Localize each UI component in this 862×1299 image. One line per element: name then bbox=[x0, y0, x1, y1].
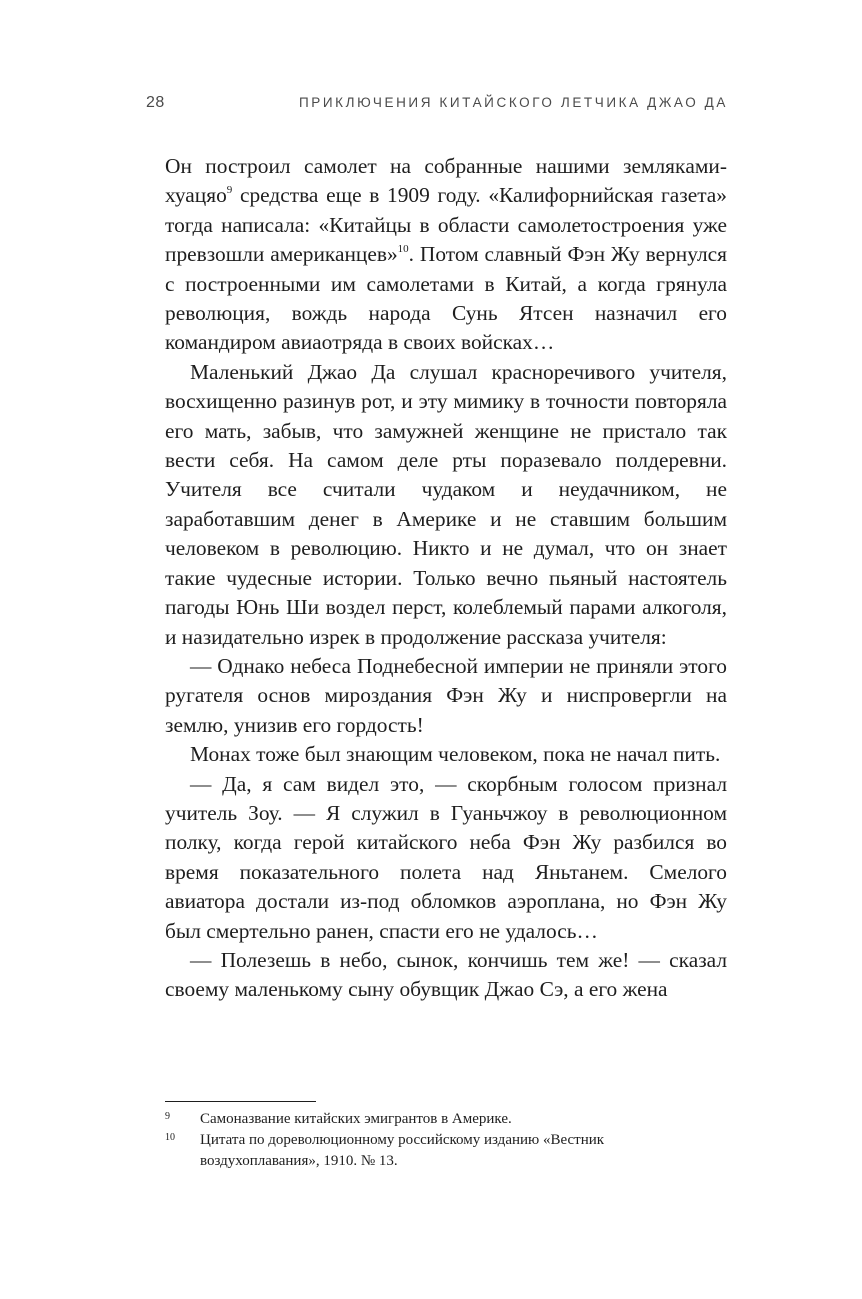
footnote bbox=[165, 1130, 727, 1172]
text-run: Он построил самолет на собранные нашими землякaми-хуацяо bbox=[165, 154, 727, 208]
dialogue-paragraph: — Да, я сам видел это, — скорбным голосом признал учитель Зоу. — Я служил в Гуаньчжоу в революционном полку, когда герой китайского неба Фэн Жу разбился во время показательного полета над Яньтанем. Смелого авиатора достали из-под обломков аэроплана, но Фэн Жу был смертельно ранен, спасти его не удалось… bbox=[165, 771, 727, 943]
footnotes bbox=[165, 1109, 727, 1172]
paragraph: Монах тоже был знающим человеком, пока не начал пить. bbox=[190, 742, 721, 767]
footnote-mark: 10 bbox=[165, 1132, 175, 1143]
footnote-text: Цитата по дореволюционному российскому изданию «Вестник воздухоплавания», 1910. № 13. bbox=[200, 1132, 605, 1169]
main-text bbox=[165, 152, 727, 1005]
footnote-ref-9: 9 bbox=[226, 184, 233, 197]
dialogue-paragraph: — Однако небеса Поднебесной империи не приняли этого ругателя основ мироздания Фэн Жу и ниспровергли на землю, унизив его гордость! bbox=[165, 653, 727, 737]
footnote bbox=[165, 1109, 727, 1130]
text-run: средства еще в 1909 году. «Калифорнийская газета» тогда написала: «Китайцы в области самолетостроения уже превзошли американцев» bbox=[165, 183, 727, 267]
footnote-ref-10: 10 bbox=[397, 243, 409, 256]
text-run: . Потом славный Фэн Жу вернулся с построенными им самолетами в Китай, а когда грянула революция, вождь народа Сунь Ятсен назначил его командиром авиаотряда в своих войсках… bbox=[165, 242, 727, 355]
footnote-divider bbox=[165, 1101, 316, 1102]
running-title: ПРИКЛЮЧЕНИЯ КИТАЙСКОГО ЛЕТЧИКА ДЖАО ДА bbox=[298, 95, 728, 110]
footnote-text: Самоназвание китайских эмигрантов в Америке. bbox=[200, 1111, 512, 1127]
footnote-mark: 9 bbox=[165, 1111, 170, 1122]
running-header bbox=[146, 94, 728, 116]
dialogue-paragraph: — Полезешь в небо, сынок, кончишь тем же! — сказал своему маленькому сыну обувщик Джао Сэ, а его жена bbox=[165, 947, 727, 1002]
page-number: 28 bbox=[146, 94, 165, 111]
paragraph bbox=[165, 152, 727, 358]
paragraph: Маленький Джао Да слушал красноречивого учителя, восхищенно разинув рот, и эту мимику в точности повторяла его мать, забыв, что замужней женщине не пристало так вести себя. На самом деле рты поразевало полдеревни. Учителя все считали чудаком и неудачником, не заработавшим денег в Америке и не ставшим большим человеком в революцию. Никто и не думал, что он знает такие чудесные истории. Только вечно пьяный настоятель пагоды Юнь Ши воздел перст, колеблемый парами алкоголя, и назидательно изрек в продолжение рассказа учителя: bbox=[165, 359, 727, 649]
